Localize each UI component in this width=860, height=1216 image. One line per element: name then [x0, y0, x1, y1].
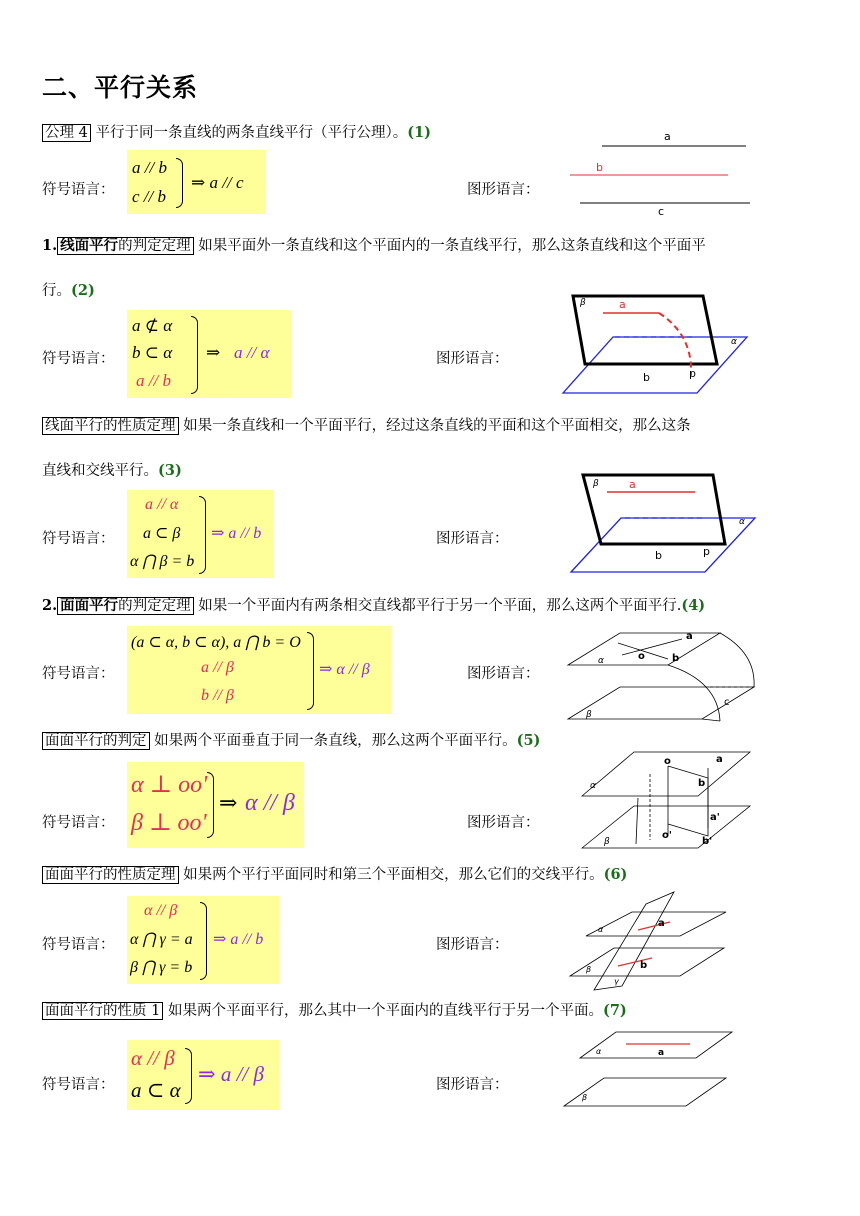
fig-label-alpha: α	[596, 1047, 602, 1056]
s5-number: (5)	[516, 732, 541, 749]
s2-box-bold: 线面平行	[60, 237, 119, 254]
fig-label-alpha: α	[739, 517, 745, 527]
fig-label-o-prime: o'	[662, 830, 672, 841]
s6-symbol-label: 符号语言：	[42, 937, 115, 953]
s3-brace	[199, 496, 206, 574]
s1-brace	[176, 158, 183, 208]
s2-number: (2)	[71, 282, 95, 299]
s2-statement-cont	[42, 279, 95, 300]
s5-figure	[578, 748, 758, 853]
s3-symbol-label: 符号语言：	[42, 531, 115, 547]
s7-box: 面面平行的性质 1	[42, 1002, 163, 1020]
fig-label-a: a	[716, 754, 723, 765]
s7-text: 如果两个平面平行，那么其中一个平面内的直线平行于另一个平面。	[167, 1003, 603, 1019]
s6-premise-2: α ⋂ γ = a	[130, 931, 193, 948]
s5-statement	[42, 729, 540, 750]
fig-label-alpha: α	[590, 781, 596, 791]
fig-label-p: p	[689, 367, 696, 380]
s7-figure-label: 图形语言：	[436, 1077, 509, 1093]
s7-premise-1: α // β	[131, 1046, 175, 1070]
s7-number: (7)	[602, 1002, 627, 1019]
fig-label-beta: β	[582, 1093, 588, 1102]
s4-premise-1: (a ⊂ α, b ⊂ α), a ⋂ b = O	[131, 634, 301, 651]
fig-label-a: a	[664, 130, 671, 143]
s6-statement	[42, 863, 627, 884]
fig-label-a: a	[658, 1048, 665, 1058]
s5-box: 面面平行的判定	[42, 732, 150, 750]
s4-figure	[560, 625, 760, 725]
s4-text: 如果一个平面内有两条相交直线都平行于另一个平面，那么这两个平面平行.	[198, 598, 682, 614]
s6-premise-3: β ⋂ γ = b	[130, 959, 193, 976]
fig-label-beta: β	[604, 837, 610, 847]
s7-brace	[185, 1048, 192, 1104]
s4-box	[57, 597, 194, 615]
s6-brace	[200, 902, 207, 980]
s2-box-rest: 的判定定理	[118, 238, 191, 254]
s3-statement	[42, 414, 691, 435]
fig-label-a-prime: a'	[710, 812, 720, 823]
s4-prefix: 2.	[42, 597, 58, 614]
s2-formula	[127, 310, 292, 398]
s7-symbol-label: 符号语言：	[42, 1077, 115, 1093]
axiom4-statement	[42, 121, 431, 142]
s3-statement-cont	[42, 459, 182, 480]
fig-label-a: a	[619, 298, 626, 311]
s2-premise-1: a ⊄ α	[132, 316, 173, 335]
fig-label-a: a	[658, 918, 665, 929]
s2-prefix: 1.	[42, 237, 58, 254]
s5-conclusion: α // β	[245, 790, 295, 816]
s3-figure	[565, 466, 760, 578]
fig-label-b: b	[672, 653, 680, 664]
s2-figure-label: 图形语言：	[436, 351, 509, 367]
s3-conclusion: ⇒ a // b	[211, 525, 262, 542]
s7-premise-2: a ⊂ α	[131, 1078, 181, 1102]
fig-label-o: o	[664, 756, 671, 767]
fig-label-alpha: α	[598, 656, 604, 666]
fig-label-b: b	[698, 778, 706, 789]
fig-label-beta: β	[586, 710, 592, 720]
fig-label-a: a	[629, 478, 636, 491]
s5-text: 如果两个平面垂直于同一条直线，那么这两个平面平行。	[154, 733, 517, 749]
fig-label-a: a	[686, 631, 693, 642]
s6-formula	[127, 896, 279, 984]
s3-box: 线面平行的性质定理	[42, 417, 179, 435]
s5-formula	[127, 762, 304, 848]
fig-label-b: b	[640, 960, 648, 971]
s4-conclusion: ⇒ α // β	[319, 661, 370, 678]
s6-figure-label: 图形语言：	[436, 937, 509, 953]
fig-label-p: p	[703, 545, 710, 558]
s5-figure-label: 图形语言：	[467, 815, 540, 831]
s3-number: (3)	[158, 462, 182, 479]
s1-figure-label: 图形语言：	[467, 182, 540, 198]
s3-premise-1: a // α	[145, 496, 179, 513]
s6-number: (6)	[603, 866, 628, 883]
s4-statement	[42, 594, 705, 615]
s3-text2: 直线和交线平行。	[42, 463, 158, 479]
s1-formula	[127, 150, 266, 214]
s2-brace	[191, 316, 198, 394]
s2-text2: 行。	[42, 283, 71, 299]
s4-figure-label: 图形语言：	[467, 666, 540, 682]
fig-label-c: c	[724, 697, 730, 708]
s4-brace	[307, 632, 314, 710]
s5-arrow: ⇒	[219, 790, 238, 815]
s1-symbol-label: 符号语言：	[42, 182, 115, 198]
s6-box: 面面平行的性质定理	[42, 866, 179, 884]
s2-premise-2: b ⊂ α	[132, 343, 173, 362]
s2-symbol-label: 符号语言：	[42, 351, 115, 367]
fig-label-alpha: α	[598, 925, 604, 934]
s1-figure	[560, 125, 760, 220]
s2-text: 如果平面外一条直线和这个平面内的一条直线平行，那么这条直线和这个平面平	[198, 238, 706, 254]
s2-box	[57, 237, 194, 255]
s4-premise-3: b // β	[201, 687, 234, 704]
fig-label-beta: β	[593, 479, 599, 489]
fig-label-b-prime: b'	[702, 836, 713, 847]
s2-premise-3: a // b	[136, 371, 171, 390]
s1-conclusion: ⇒ a // c	[191, 173, 244, 192]
s4-symbol-label: 符号语言：	[42, 666, 115, 682]
fig-label-o: o	[638, 651, 645, 662]
s3-formula	[127, 490, 274, 578]
s2-figure	[555, 285, 755, 400]
fig-label-beta: β	[586, 965, 592, 974]
s5-premise-2: β ⊥ oo'	[131, 810, 207, 836]
s4-number: (4)	[681, 597, 706, 614]
s6-premise-1: α // β	[144, 902, 178, 919]
s5-premise-1: α ⊥ oo'	[131, 772, 208, 798]
s6-text: 如果两个平行平面同时和第三个平面相交，那么它们的交线平行。	[183, 867, 604, 883]
s4-box-rest: 的判定定理	[118, 598, 191, 614]
fig-label-b: b	[596, 161, 603, 174]
s2-arrow: ⇒	[206, 343, 221, 362]
fig-label-gamma: γ	[614, 977, 619, 986]
fig-label-b: b	[655, 549, 662, 562]
s3-premise-3: α ⋂ β = b	[130, 553, 195, 570]
s7-formula	[127, 1040, 279, 1110]
fig-label-beta: β	[580, 298, 586, 308]
axiom4-box: 公理 4	[42, 124, 91, 142]
s1-premise-2: c // b	[132, 187, 166, 206]
fig-label-c: c	[658, 205, 665, 218]
s6-figure	[566, 886, 746, 991]
s5-brace	[207, 772, 214, 838]
s4-box-bold: 面面平行	[60, 597, 119, 614]
s3-premise-2: a ⊂ β	[143, 525, 181, 542]
s3-figure-label: 图形语言：	[436, 531, 509, 547]
s7-statement	[42, 999, 627, 1020]
s3-text: 如果一条直线和一个平面平行，经过这条直线的平面和这个平面相交，那么这条	[183, 418, 691, 434]
s7-conclusion: ⇒ a // β	[198, 1062, 264, 1086]
s2-statement	[42, 234, 706, 255]
s4-premise-2: a // β	[201, 659, 234, 676]
s1-premise-1: a // b	[132, 158, 167, 177]
fig-label-alpha: α	[731, 337, 737, 347]
s5-symbol-label: 符号语言：	[42, 815, 115, 831]
axiom4-number: (1)	[407, 124, 432, 141]
axiom4-text: 平行于同一条直线的两条直线平行（平行公理）。	[95, 125, 408, 141]
fig-label-b: b	[643, 371, 650, 384]
s7-figure	[560, 1028, 738, 1112]
s4-formula	[127, 626, 391, 714]
s2-conclusion: a // α	[234, 343, 270, 362]
s6-conclusion: ⇒ a // b	[213, 931, 264, 948]
page-title: 二、平行关系	[42, 73, 199, 102]
